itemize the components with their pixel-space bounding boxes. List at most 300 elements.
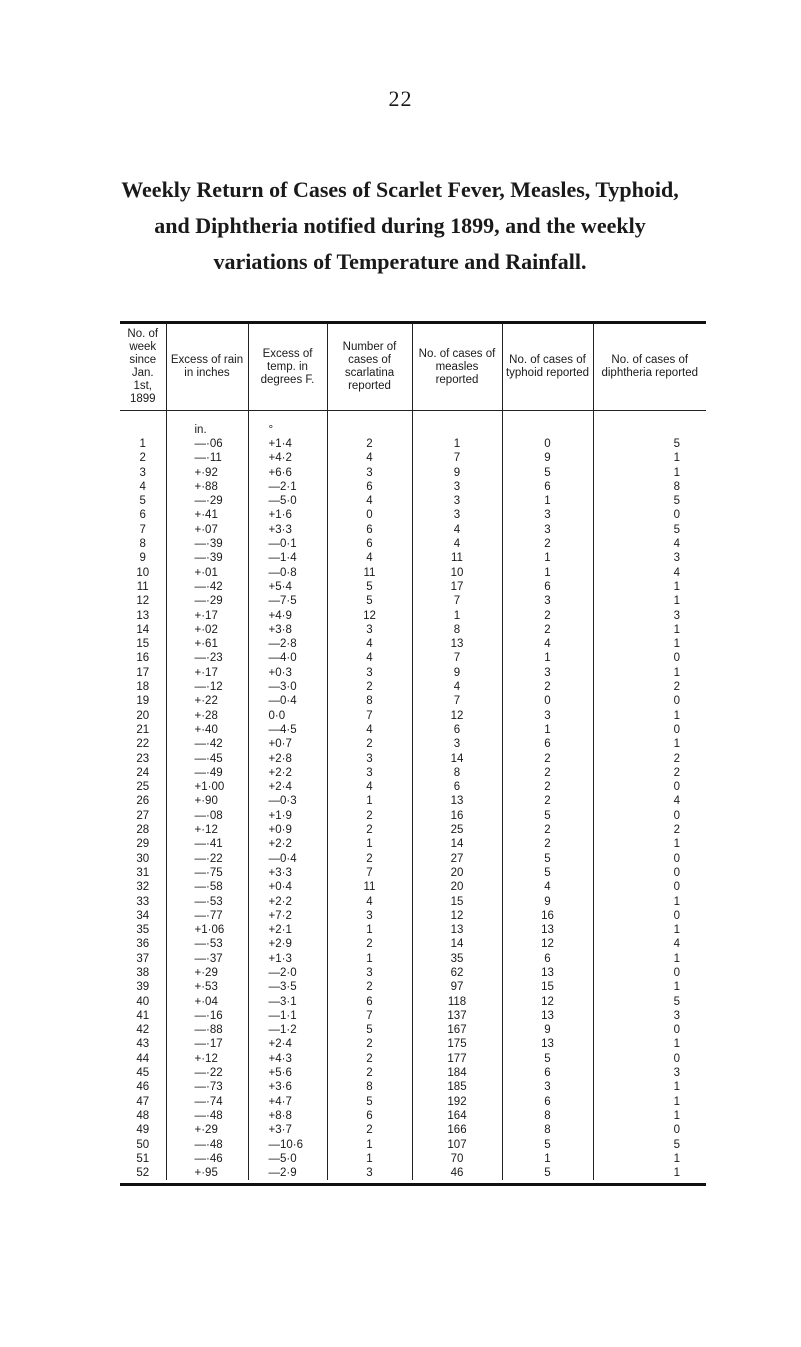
table-row xyxy=(120,709,706,723)
table-row xyxy=(120,980,706,994)
temp-cell: +2·2 xyxy=(248,766,327,780)
measles-cell: 62 xyxy=(412,966,502,980)
week-cell: 21 xyxy=(136,723,150,736)
table-row xyxy=(120,480,706,494)
typhoid-cell: 8 xyxy=(502,1123,593,1137)
typhoid-cell: 3 xyxy=(502,594,593,608)
temp-cell: +5·6 xyxy=(248,1066,327,1080)
table-row xyxy=(120,680,706,694)
scarlatina-cell: 6 xyxy=(327,995,412,1009)
temp-cell: +0·7 xyxy=(248,737,327,751)
diphtheria-cell: 5 xyxy=(593,995,706,1009)
typhoid-cell: 1 xyxy=(502,551,593,565)
diphtheria-cell: 5 xyxy=(593,1138,706,1152)
diphtheria-cell: 1 xyxy=(593,623,706,637)
rain-cell: +·17 xyxy=(166,666,248,680)
week-cell: 2 xyxy=(139,452,146,465)
temp-cell: +5·4 xyxy=(248,580,327,594)
scarlatina-cell: 7 xyxy=(327,1009,412,1023)
measles-cell: 25 xyxy=(412,823,502,837)
diphtheria-cell: 1 xyxy=(593,1095,706,1109)
scarlatina-cell: 3 xyxy=(327,752,412,766)
diphtheria-cell: 2 xyxy=(593,823,706,837)
table-row xyxy=(120,809,706,823)
week-cell: 12 xyxy=(136,595,150,608)
typhoid-cell: 13 xyxy=(502,1037,593,1051)
diphtheria-cell: 0 xyxy=(593,852,706,866)
table-row xyxy=(120,437,706,451)
unit-row xyxy=(120,411,706,438)
measles-cell: 9 xyxy=(412,666,502,680)
week-cell: 32 xyxy=(136,881,150,894)
table-row xyxy=(120,523,706,537)
typhoid-cell: 2 xyxy=(502,537,593,551)
measles-cell: 7 xyxy=(412,694,502,708)
diphtheria-cell: 1 xyxy=(593,637,706,651)
diphtheria-cell: 5 xyxy=(593,437,706,451)
measles-cell: 27 xyxy=(412,852,502,866)
temp-cell: —0·4 xyxy=(248,694,327,708)
typhoid-cell: 2 xyxy=(502,766,593,780)
scarlatina-cell: 4 xyxy=(327,895,412,909)
typhoid-cell: 8 xyxy=(502,1109,593,1123)
table-row xyxy=(120,923,706,937)
table-row xyxy=(120,895,706,909)
table-row xyxy=(120,508,706,522)
rain-cell: —·88 xyxy=(166,1023,248,1037)
diphtheria-cell: 0 xyxy=(593,780,706,794)
rain-cell: +·61 xyxy=(166,637,248,651)
scarlatina-cell: 11 xyxy=(327,880,412,894)
temp-cell: —3·1 xyxy=(248,995,327,1009)
temp-cell: —4·5 xyxy=(248,723,327,737)
typhoid-cell: 5 xyxy=(502,852,593,866)
measles-cell: 10 xyxy=(412,566,502,580)
week-cell: 36 xyxy=(136,938,150,951)
title-line-2: and Diphtheria notified during 1899, and the weekly xyxy=(154,213,646,238)
rain-cell: +·90 xyxy=(166,794,248,808)
week-cell: 7 xyxy=(139,523,146,536)
temp-cell: +6·6 xyxy=(248,466,327,480)
diphtheria-cell: 4 xyxy=(593,794,706,808)
measles-cell: 11 xyxy=(412,551,502,565)
header-row xyxy=(120,324,706,411)
week-cell: 3 xyxy=(139,466,146,479)
scarlatina-cell: 2 xyxy=(327,823,412,837)
typhoid-cell: 2 xyxy=(502,794,593,808)
rain-cell: —·75 xyxy=(166,866,248,880)
scarlatina-cell: 6 xyxy=(327,1109,412,1123)
rain-cell: —·23 xyxy=(166,651,248,665)
week-cell: 29 xyxy=(136,838,150,851)
table-row xyxy=(120,466,706,480)
temp-cell: —7·5 xyxy=(248,594,327,608)
week-cell: 37 xyxy=(136,952,150,965)
scarlatina-cell: 7 xyxy=(327,866,412,880)
scarlatina-cell: 4 xyxy=(327,551,412,565)
measles-cell: 175 xyxy=(412,1037,502,1051)
diphtheria-cell: 1 xyxy=(593,923,706,937)
typhoid-cell: 2 xyxy=(502,680,593,694)
typhoid-cell: 5 xyxy=(502,809,593,823)
rain-cell: +·12 xyxy=(166,1052,248,1066)
temp-cell: +1·4 xyxy=(248,437,327,451)
rain-cell: —·29 xyxy=(166,594,248,608)
header-week: No. of week since Jan. 1st, 1899 xyxy=(120,324,166,411)
diphtheria-cell: 1 xyxy=(593,666,706,680)
measles-cell: 167 xyxy=(412,1023,502,1037)
typhoid-cell: 6 xyxy=(502,952,593,966)
week-cell: 52 xyxy=(136,1167,150,1180)
measles-cell: 7 xyxy=(412,651,502,665)
week-cell: 42 xyxy=(136,1024,150,1037)
temp-cell: —5·0 xyxy=(248,1152,327,1166)
week-cell: 8 xyxy=(139,538,146,551)
rain-cell: —·39 xyxy=(166,537,248,551)
scarlatina-cell: 2 xyxy=(327,680,412,694)
table-row xyxy=(120,1152,706,1166)
temp-cell: +0·4 xyxy=(248,880,327,894)
temp-cell: +4·9 xyxy=(248,609,327,623)
week-cell: 43 xyxy=(136,1038,150,1051)
rain-cell: —·17 xyxy=(166,1037,248,1051)
week-cell: 48 xyxy=(136,1109,150,1122)
measles-cell: 1 xyxy=(412,609,502,623)
measles-cell: 35 xyxy=(412,952,502,966)
header-measles: No. of cases of measles reported xyxy=(412,324,502,411)
diphtheria-cell: 0 xyxy=(593,1023,706,1037)
measles-cell: 20 xyxy=(412,880,502,894)
week-cell: 5 xyxy=(139,495,146,508)
diphtheria-cell: 8 xyxy=(593,480,706,494)
table-row xyxy=(120,551,706,565)
measles-cell: 4 xyxy=(412,523,502,537)
typhoid-cell: 3 xyxy=(502,1080,593,1094)
scarlatina-cell: 7 xyxy=(327,709,412,723)
measles-cell: 1 xyxy=(412,437,502,451)
scarlatina-cell: 3 xyxy=(327,909,412,923)
temp-cell: —3·0 xyxy=(248,680,327,694)
temp-cell: +3·3 xyxy=(248,523,327,537)
scarlatina-cell: 6 xyxy=(327,523,412,537)
temp-cell: —3·5 xyxy=(248,980,327,994)
rain-cell: —·08 xyxy=(166,809,248,823)
scarlatina-cell: 0 xyxy=(327,508,412,522)
week-cell: 44 xyxy=(136,1052,150,1065)
temp-cell: +3·3 xyxy=(248,866,327,880)
table-row xyxy=(120,566,706,580)
measles-cell: 9 xyxy=(412,466,502,480)
typhoid-cell: 3 xyxy=(502,508,593,522)
temp-cell: +1·9 xyxy=(248,809,327,823)
rain-cell: +·07 xyxy=(166,523,248,537)
typhoid-cell: 2 xyxy=(502,823,593,837)
measles-cell: 15 xyxy=(412,895,502,909)
table-row xyxy=(120,780,706,794)
temp-cell: +7·2 xyxy=(248,909,327,923)
typhoid-cell: 12 xyxy=(502,995,593,1009)
temp-cell: —0·3 xyxy=(248,794,327,808)
measles-cell: 14 xyxy=(412,937,502,951)
typhoid-cell: 15 xyxy=(502,980,593,994)
measles-cell: 12 xyxy=(412,709,502,723)
rain-cell: —·49 xyxy=(166,766,248,780)
week-cell: 15 xyxy=(136,638,150,651)
table-row xyxy=(120,837,706,851)
table-row xyxy=(120,1138,706,1152)
week-cell: 47 xyxy=(136,1095,150,1108)
table-row xyxy=(120,852,706,866)
week-cell: 30 xyxy=(136,852,150,865)
rain-cell: —·48 xyxy=(166,1109,248,1123)
typhoid-cell: 13 xyxy=(502,923,593,937)
measles-cell: 7 xyxy=(412,594,502,608)
scarlatina-cell: 2 xyxy=(327,1066,412,1080)
rain-cell: —·22 xyxy=(166,1066,248,1080)
measles-cell: 14 xyxy=(412,837,502,851)
diphtheria-cell: 2 xyxy=(593,752,706,766)
temp-cell: +1·3 xyxy=(248,952,327,966)
scarlatina-cell: 6 xyxy=(327,480,412,494)
diphtheria-cell: 5 xyxy=(593,523,706,537)
week-cell: 22 xyxy=(136,738,150,751)
diphtheria-cell: 1 xyxy=(593,980,706,994)
rain-cell: —·46 xyxy=(166,1152,248,1166)
temp-cell: —0·4 xyxy=(248,852,327,866)
measles-cell: 184 xyxy=(412,1066,502,1080)
diphtheria-cell: 0 xyxy=(593,723,706,737)
rain-cell: +·28 xyxy=(166,709,248,723)
temp-cell: +4·3 xyxy=(248,1052,327,1066)
measles-cell: 4 xyxy=(412,537,502,551)
week-cell: 18 xyxy=(136,681,150,694)
rain-cell: +·12 xyxy=(166,823,248,837)
temp-cell: +2·2 xyxy=(248,895,327,909)
table-row xyxy=(120,580,706,594)
typhoid-cell: 6 xyxy=(502,1095,593,1109)
diphtheria-cell: 0 xyxy=(593,809,706,823)
rain-cell: +1·00 xyxy=(166,780,248,794)
measles-cell: 137 xyxy=(412,1009,502,1023)
typhoid-cell: 6 xyxy=(502,480,593,494)
diphtheria-cell: 1 xyxy=(593,1166,706,1180)
typhoid-cell: 5 xyxy=(502,1138,593,1152)
table-row xyxy=(120,594,706,608)
typhoid-cell: 5 xyxy=(502,1052,593,1066)
typhoid-cell: 5 xyxy=(502,466,593,480)
scarlatina-cell: 5 xyxy=(327,594,412,608)
typhoid-cell: 2 xyxy=(502,837,593,851)
rain-cell: +·29 xyxy=(166,1123,248,1137)
table-body xyxy=(120,411,706,1181)
scarlatina-cell: 6 xyxy=(327,537,412,551)
scarlatina-cell: 5 xyxy=(327,580,412,594)
typhoid-cell: 12 xyxy=(502,937,593,951)
scarlatina-cell: 2 xyxy=(327,1052,412,1066)
week-cell: 11 xyxy=(136,580,149,593)
diphtheria-cell: 0 xyxy=(593,508,706,522)
page-number: 22 xyxy=(388,86,413,111)
rain-cell: —·16 xyxy=(166,1009,248,1023)
table-row xyxy=(120,694,706,708)
diphtheria-cell: 3 xyxy=(593,1009,706,1023)
measles-cell: 16 xyxy=(412,809,502,823)
temp-cell: +2·1 xyxy=(248,923,327,937)
diphtheria-cell: 2 xyxy=(593,766,706,780)
header-typhoid: No. of cases of typhoid reported xyxy=(502,324,593,411)
temp-cell: +1·6 xyxy=(248,508,327,522)
typhoid-cell: 2 xyxy=(502,780,593,794)
temp-cell: +3·6 xyxy=(248,1080,327,1094)
rain-cell: —·73 xyxy=(166,1080,248,1094)
diphtheria-cell: 1 xyxy=(593,895,706,909)
table-row xyxy=(120,866,706,880)
typhoid-cell: 13 xyxy=(502,1009,593,1023)
week-cell: 50 xyxy=(136,1138,150,1151)
typhoid-cell: 1 xyxy=(502,651,593,665)
week-cell: 31 xyxy=(136,866,150,879)
temp-cell: +4·7 xyxy=(248,1095,327,1109)
measles-cell: 8 xyxy=(412,623,502,637)
temp-cell: —4·0 xyxy=(248,651,327,665)
measles-cell: 13 xyxy=(412,794,502,808)
typhoid-cell: 1 xyxy=(502,566,593,580)
table-row xyxy=(120,1037,706,1051)
scarlatina-cell: 3 xyxy=(327,466,412,480)
table-row xyxy=(120,666,706,680)
week-cell: 38 xyxy=(136,966,150,979)
typhoid-cell: 5 xyxy=(502,866,593,880)
scarlatina-cell: 3 xyxy=(327,623,412,637)
measles-cell: 4 xyxy=(412,680,502,694)
typhoid-cell: 2 xyxy=(502,623,593,637)
scarlatina-cell: 3 xyxy=(327,666,412,680)
scarlatina-cell: 5 xyxy=(327,1095,412,1109)
measles-cell: 8 xyxy=(412,766,502,780)
scarlatina-cell: 2 xyxy=(327,937,412,951)
table-row xyxy=(120,823,706,837)
scarlatina-cell: 2 xyxy=(327,980,412,994)
rain-cell: —·22 xyxy=(166,852,248,866)
typhoid-cell: 3 xyxy=(502,523,593,537)
measles-cell: 166 xyxy=(412,1123,502,1137)
scarlatina-cell: 4 xyxy=(327,451,412,465)
typhoid-cell: 9 xyxy=(502,451,593,465)
diphtheria-cell: 0 xyxy=(593,694,706,708)
table-row xyxy=(120,651,706,665)
week-cell: 41 xyxy=(136,1009,150,1022)
rain-cell: +·53 xyxy=(166,980,248,994)
scarlatina-cell: 4 xyxy=(327,723,412,737)
week-cell: 26 xyxy=(136,795,150,808)
scarlatina-cell: 2 xyxy=(327,852,412,866)
rain-cell: +·40 xyxy=(166,723,248,737)
temp-cell: +2·2 xyxy=(248,837,327,851)
header-scarlatina: Number of cases of scarlatina reported xyxy=(327,324,412,411)
scarlatina-cell: 11 xyxy=(327,566,412,580)
diphtheria-cell: 3 xyxy=(593,551,706,565)
scarlatina-cell: 2 xyxy=(327,1037,412,1051)
measles-cell: 3 xyxy=(412,480,502,494)
measles-cell: 3 xyxy=(412,508,502,522)
typhoid-cell: 5 xyxy=(502,1166,593,1180)
diphtheria-cell: 0 xyxy=(593,1123,706,1137)
temp-cell: —2·9 xyxy=(248,1166,327,1180)
temp-cell: —0·1 xyxy=(248,537,327,551)
temp-cell: —1·1 xyxy=(248,1009,327,1023)
temp-cell: —0·8 xyxy=(248,566,327,580)
temp-cell: —10·6 xyxy=(248,1138,327,1152)
week-cell: 45 xyxy=(136,1067,150,1080)
table-row xyxy=(120,537,706,551)
table-row xyxy=(120,995,706,1009)
diphtheria-cell: 0 xyxy=(593,866,706,880)
week-cell: 51 xyxy=(136,1152,150,1165)
table-row xyxy=(120,952,706,966)
diphtheria-cell: 3 xyxy=(593,609,706,623)
diphtheria-cell: 1 xyxy=(593,709,706,723)
table-row xyxy=(120,1123,706,1137)
rain-cell: +·95 xyxy=(166,1166,248,1180)
table-row xyxy=(120,1095,706,1109)
temp-cell: —2·0 xyxy=(248,966,327,980)
table-row xyxy=(120,1080,706,1094)
table-row xyxy=(120,1052,706,1066)
scarlatina-cell: 3 xyxy=(327,1166,412,1180)
table-row xyxy=(120,494,706,508)
measles-cell: 17 xyxy=(412,580,502,594)
diphtheria-cell: 4 xyxy=(593,937,706,951)
scarlatina-cell: 1 xyxy=(327,923,412,937)
scarlatina-cell: 1 xyxy=(327,1138,412,1152)
measles-cell: 20 xyxy=(412,866,502,880)
table-bottom-rule xyxy=(120,1183,706,1186)
typhoid-cell: 6 xyxy=(502,580,593,594)
rain-cell: —·37 xyxy=(166,952,248,966)
rain-unit: in. xyxy=(166,411,248,438)
scarlatina-cell: 1 xyxy=(327,1152,412,1166)
table-row xyxy=(120,609,706,623)
diphtheria-cell: 1 xyxy=(593,1080,706,1094)
measles-cell: 6 xyxy=(412,723,502,737)
week-cell: 6 xyxy=(139,509,146,522)
scarlatina-cell: 8 xyxy=(327,694,412,708)
temp-cell: —1·4 xyxy=(248,551,327,565)
header-diphtheria: No. of cases of diphtheria reported xyxy=(593,324,706,411)
diphtheria-cell: 1 xyxy=(593,1037,706,1051)
table-row xyxy=(120,966,706,980)
table-row xyxy=(120,737,706,751)
week-cell: 24 xyxy=(136,766,150,779)
scarlatina-cell: 3 xyxy=(327,766,412,780)
week-cell: 39 xyxy=(136,981,150,994)
measles-cell: 13 xyxy=(412,923,502,937)
rain-cell: —·48 xyxy=(166,1138,248,1152)
diphtheria-cell: 1 xyxy=(593,1152,706,1166)
measles-cell: 164 xyxy=(412,1109,502,1123)
rain-cell: —·53 xyxy=(166,895,248,909)
table-row xyxy=(120,1166,706,1180)
table-row xyxy=(120,723,706,737)
measles-cell: 12 xyxy=(412,909,502,923)
rain-cell: —·42 xyxy=(166,737,248,751)
scarlatina-cell: 5 xyxy=(327,1023,412,1037)
typhoid-cell: 6 xyxy=(502,737,593,751)
typhoid-cell: 9 xyxy=(502,895,593,909)
measles-cell: 14 xyxy=(412,752,502,766)
measles-cell: 70 xyxy=(412,1152,502,1166)
week-cell: 1 xyxy=(139,438,146,450)
